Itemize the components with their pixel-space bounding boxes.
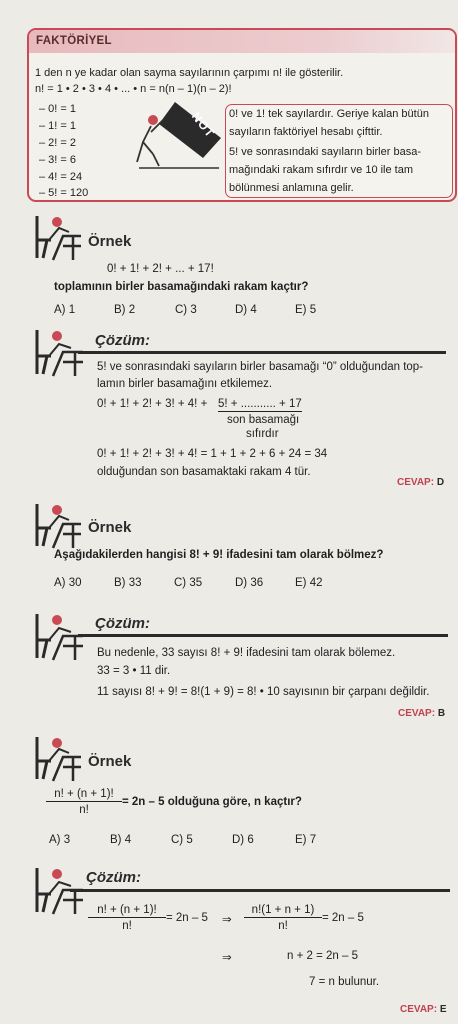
student-desk-icon: [33, 731, 85, 783]
factorial-list-item: – 0! = 1: [39, 103, 77, 115]
factorial-list-item: – 4! = 24: [39, 171, 83, 183]
factorial-title: FAKTÖRİYEL: [36, 35, 112, 47]
solution-text: 11 sayısı 8! + 9! = 8!(1 + 9) = 8! • 10 sayısının bir çarpanı değildir.: [97, 686, 430, 698]
brace-note: son basamağı: [227, 414, 300, 426]
option-d[interactable]: D) 4: [235, 304, 257, 316]
factorial-list-item: – 5! = 120: [39, 187, 89, 199]
factorial-header: [29, 30, 455, 53]
option-d[interactable]: D) 6: [232, 834, 254, 846]
option-e[interactable]: E) 42: [295, 577, 323, 589]
option-a[interactable]: A) 30: [54, 577, 82, 589]
solution-heading: Çözüm:: [86, 869, 141, 886]
answer-value: D: [436, 477, 445, 488]
student-desk-icon: [33, 210, 85, 262]
example-question: Aşağıdakilerden hangisi 8! + 9! ifadesini tam olarak bölmez?: [54, 549, 384, 561]
solution-equation: 0! + 1! + 2! + 3! + 4! = 1 + 1 + 2 + 6 + 24 = 34: [97, 448, 328, 460]
solution-fraction: [88, 904, 166, 932]
note-line: 0! ve 1! tek sayılardır. Geriye kalan bütün: [229, 108, 429, 120]
solution-divider: [78, 351, 446, 354]
option-a[interactable]: A) 3: [49, 834, 71, 846]
solution-conclusion: 7 = n bulunur.: [309, 976, 380, 988]
option-c[interactable]: C) 5: [171, 834, 193, 846]
option-c[interactable]: C) 35: [174, 577, 203, 589]
example-heading: Örnek: [88, 753, 132, 770]
factorial-intro: 1 den n ye kadar olan sayma sayılarının çarpımı n! ile gösterilir.: [35, 67, 344, 79]
factorial-list-item: – 2! = 2: [39, 137, 77, 149]
solution-conclusion: olduğundan son basamaktaki rakam 4 tür.: [97, 466, 311, 478]
factorial-formula: n! = 1 • 2 • 3 • 4 • ... • n = n(n – 1)(n – 2)!: [35, 83, 232, 95]
note-line: mağındaki rakam sıfırdır ve 10 ile tam: [229, 164, 414, 176]
option-b[interactable]: B) 2: [114, 304, 136, 316]
note-line: bölünmesi anlamına gelir.: [229, 182, 354, 194]
answer-label: CEVAP:: [400, 1004, 438, 1015]
solution-heading: Çözüm:: [95, 332, 150, 349]
factorial-list-item: – 3! = 6: [39, 154, 77, 166]
sum-left: 0! + 1! + 2! + 3! + 4! +: [97, 398, 208, 410]
student-writing-icon: [33, 322, 85, 378]
answer-value: E: [439, 1004, 447, 1015]
brace-note: sıfırdır: [246, 428, 279, 440]
answer-label: CEVAP:: [397, 477, 435, 488]
solution-divider: [78, 634, 448, 637]
implies-icon: ⇒: [222, 914, 232, 926]
not-label: NOT: [188, 109, 218, 141]
answer-badge: [398, 708, 445, 719]
fraction-numerator: n! + (n + 1)!: [88, 904, 166, 918]
solution-equation: = 2n – 5: [322, 912, 364, 924]
fraction-denominator: n!: [278, 920, 288, 932]
fraction-denominator: n!: [122, 920, 132, 932]
fraction-denominator: n!: [79, 804, 89, 816]
option-b[interactable]: B) 4: [110, 834, 132, 846]
student-writing-icon: [33, 860, 85, 916]
factorial-box: [27, 28, 457, 202]
student-desk-icon: [33, 498, 85, 550]
implies-icon: ⇒: [222, 952, 232, 964]
option-e[interactable]: E) 7: [295, 834, 317, 846]
example-expression: 0! + 1! + 2! + ... + 17!: [107, 263, 214, 275]
fraction-numerator: n! + (n + 1)!: [46, 788, 122, 802]
option-c[interactable]: C) 3: [175, 304, 197, 316]
solution-text: 33 = 3 • 11 dir.: [97, 665, 171, 677]
answer-badge: [400, 1004, 447, 1015]
option-b[interactable]: B) 33: [114, 577, 142, 589]
question-fraction: [46, 788, 122, 816]
option-d[interactable]: D) 36: [235, 577, 264, 589]
solution-text: lamın birler basamağını etkilemez.: [97, 378, 273, 390]
note-line: 5! ve sonrasındaki sayıların birler basa-: [229, 146, 421, 158]
solution-equation: = 2n – 5: [166, 912, 208, 924]
brace-expression: 5! + ........... + 17: [218, 398, 302, 410]
answer-value: B: [437, 708, 446, 719]
example-question: = 2n – 5 olduğuna göre, n kaçtır?: [122, 796, 302, 808]
solution-text: Bu nedenle, 33 sayısı 8! + 9! ifadesini tam olarak bölemez.: [97, 647, 396, 659]
answer-label: CEVAP:: [398, 708, 436, 719]
solution-heading: Çözüm:: [95, 615, 150, 632]
option-a[interactable]: A) 1: [54, 304, 76, 316]
option-e[interactable]: E) 5: [295, 304, 317, 316]
answer-badge: [397, 477, 444, 488]
example-heading: Örnek: [88, 233, 132, 250]
fraction-numerator: n!(1 + n + 1): [244, 904, 322, 918]
solution-divider: [70, 889, 450, 892]
example-question: toplamının birler basamağındaki rakam kaçtır?: [54, 281, 309, 293]
solution-text: 5! ve sonrasındaki sayıların birler basamağı “0” olduğundan top-: [97, 361, 424, 373]
note-line: sayıların faktöriyel hesabı çifttir.: [229, 126, 383, 138]
solution-fraction: [244, 904, 322, 932]
example-heading: Örnek: [88, 519, 132, 536]
solution-equation: n + 2 = 2n – 5: [287, 950, 358, 962]
factorial-list-item: – 1! = 1: [39, 120, 77, 132]
